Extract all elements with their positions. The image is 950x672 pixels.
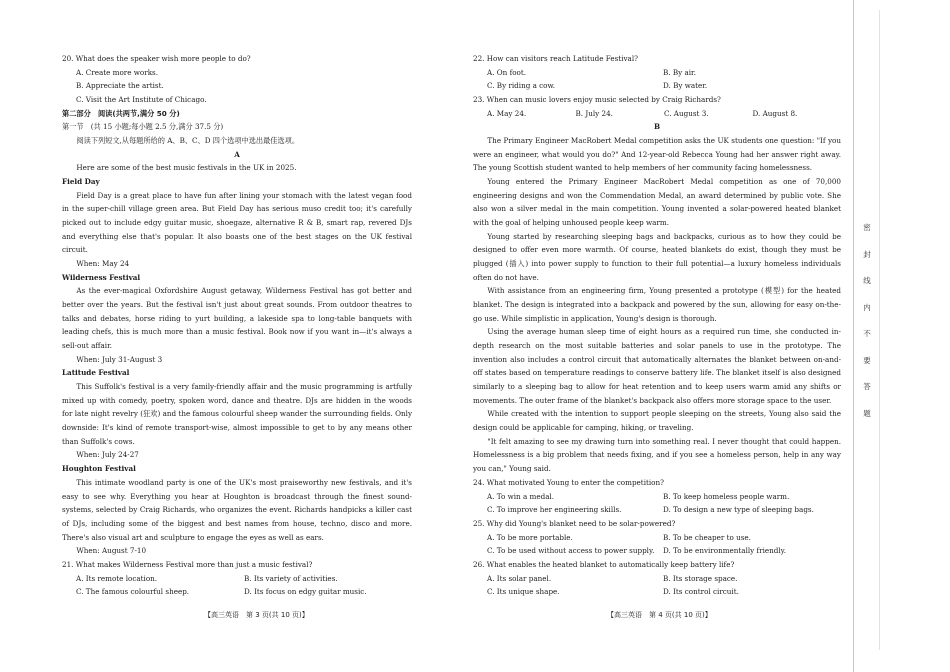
option: A. To be more portable.: [487, 532, 573, 542]
festival-date: When: August 7-10: [76, 546, 147, 556]
question-stem: 21. What makes Wilderness Festival more than just a music festival?: [62, 559, 313, 569]
page-3-column: [62, 52, 412, 599]
passage-paragraph: The Primary Engineer MacRobert Medal competition asks the UK students one question: "If you were an engineer, what would you do?" And 12-year-old Rebecca Young had her answer right away. The young Scottish student wanted to help members of her community facing homelessness.: [473, 136, 841, 173]
passage-label: A: [234, 149, 240, 159]
seal-char: 封: [863, 249, 871, 259]
option: D. To design a new type of sleeping bags.: [663, 505, 814, 515]
option: B. Its storage space.: [663, 573, 738, 583]
option: D. To be environmentally friendly.: [663, 546, 787, 556]
seal-line-notice: [858, 222, 876, 434]
option: A. May 24.: [487, 108, 527, 118]
option: C. To be used without access to power supply.: [487, 546, 655, 556]
option: D. August 8.: [752, 108, 798, 118]
option: A. Its solar panel.: [487, 573, 552, 583]
festival-text: This Suffolk's festival is a very family-friendly affair and the music programming is artfully mixed up with comedy, poetry, spoken word, dance and theatre. DJs are hidden in the woods for late night revelry (狂欢) and the famous colourful sheep wander the surrounding fields. Only downside: It's kind of remote transport-wise, almost impossible to get to by any means other than Suffolk's cows.: [62, 382, 412, 446]
option: C. To improve her engineering skills.: [487, 505, 622, 515]
option: C. The famous colourful sheep.: [76, 587, 190, 597]
option-row: [473, 544, 841, 558]
instruction: 阅读下列短文,从每题所给的 A、B、C、D 四个选项中选出最佳选项。: [76, 136, 300, 146]
option-row: [62, 572, 412, 586]
question-stem: 25. Why did Young's blanket need to be solar-powered?: [473, 518, 676, 528]
option: B. To keep homeless people warm.: [663, 491, 790, 501]
option: A. To win a medal.: [487, 491, 555, 501]
option: B. By air.: [663, 67, 696, 77]
seal-char: 内: [863, 302, 871, 312]
festival-heading: Latitude Festival: [62, 368, 130, 378]
option-row: [473, 585, 841, 599]
page-footer-3: 【高三英语 第 3 页(共 10 页)】: [204, 611, 309, 619]
option: C. Its unique shape.: [487, 587, 560, 597]
option: D. Its focus on edgy guitar music.: [244, 587, 367, 597]
question-22: [473, 52, 841, 93]
passage-paragraph: With assistance from an engineering firm, Young presented a prototype (模型) for the heated blanket. The design is integrated into a backpack and powered by the sun, allowing for easy on-the-go use. While simplistic in application, Young's design is thorough.: [473, 286, 841, 323]
option-row: [473, 490, 841, 504]
festival-heading: Field Day: [62, 177, 100, 187]
option-row: [473, 572, 841, 586]
option: D. Its control circuit.: [663, 587, 739, 597]
question-stem: 24. What motivated Young to enter the competition?: [473, 477, 664, 487]
festival-date: When: July 24-27: [76, 450, 139, 460]
passage-intro: Here are some of the best music festivals in the UK in 2025.: [76, 163, 297, 173]
festival-text: Field Day is a great place to have fun after lining your stomach with the latest vegan food in the super-chill village green area. But Field Day has serious muso credit too; it's carefully picked out to include edgy guitar music, shoegaze, alternative R & B, smart rap, revered DJs and everything else that's popular. It also boasts one of the best stages on the UK festival circuit.: [62, 190, 412, 255]
option: B. To be cheaper to use.: [663, 532, 751, 542]
festival-date: When: July 31-August 3: [76, 354, 163, 364]
question-stem: 20. What does the speaker wish more people to do?: [62, 54, 251, 63]
option-row: [62, 585, 412, 599]
festival-heading: Wilderness Festival: [62, 272, 141, 282]
festival-text: This intimate woodland party is one of the UK's most praiseworthy new festivals, and it's easy to see why. Everything you hear at Houghton is broadcast through the finest sound-systems, selected by Craig Richards, who organizes the event. Richards handpicks a killer cast of DJs, including some of the biggest and best names from house, techno, disco and more. There's also visual art and sculpture to engage the eyes as well as ears.: [62, 477, 412, 542]
seal-char: 密: [863, 223, 871, 232]
part-title: 第二部分 阅读(共两节,满分 50 分): [62, 108, 180, 118]
option-row: [473, 503, 841, 517]
section-title: 第一节 (共 15 小题;每小题 2.5 分,满分 37.5 分): [62, 122, 224, 132]
passage-paragraph: "It felt amazing to see my drawing turn into something real. I never thought that could happen. Homelessness is a big problem that needs fixing, and if you see a homeless person, help in any way you can," Young said.: [473, 436, 841, 474]
festival-heading: Houghton Festival: [62, 464, 136, 474]
page-footer-4: 【高三英语 第 4 页(共 10 页)】: [607, 611, 712, 619]
seal-char: 线: [863, 276, 871, 285]
option-row: [473, 66, 841, 80]
seal-char: 答: [863, 382, 871, 391]
option: B. Appreciate the artist.: [76, 81, 164, 91]
option: B. Its variety of activities.: [244, 573, 338, 583]
passage-label: B: [653, 122, 661, 132]
question-24: [473, 476, 841, 517]
option: A. Its remote location.: [76, 573, 158, 583]
festival-text: As the ever-magical Oxfordshire August getaway, Wilderness Festival has got better and better over the years. But the festival isn't just about great sounds. From outdoor theatres to talks and debates, horse riding to yurt building, a lakeside spa to long-table banquets with leading chefs, this is much more than a music festival. Book now if you want in—it's always a sell-out affair.: [62, 286, 412, 351]
binding-margin-line: [853, 0, 854, 672]
option: C. August 3.: [664, 108, 709, 118]
option: A. On foot.: [487, 67, 527, 77]
option-row: [473, 79, 841, 93]
question-stem: 23. When can music lovers enjoy music selected by Craig Richards?: [473, 95, 721, 105]
option: C. By riding a cow.: [487, 81, 556, 91]
option: C. Visit the Art Institute of Chicago.: [76, 95, 207, 105]
binding-margin-line-inner: [879, 10, 880, 650]
option-row: [473, 531, 841, 545]
option-row: [473, 107, 841, 121]
passage-paragraph: While created with the intention to support people sleeping on the streets, Young also said the design could be applicable for camping, hiking, or traveling.: [473, 409, 841, 433]
seal-char: 要: [863, 355, 871, 365]
question-20: [62, 52, 412, 107]
seal-char: 不: [863, 329, 871, 338]
passage-paragraph: Using the average human sleep time of eight hours as a required run time, she conducted in-depth research on the most suitable batteries and solar panels to use in the prototype. The invention also includes a control circuit that automatically alternates the blanket between on-and-off states based on temperature readings to conserve battery life. The blanket itself is also designed similarly to a sleeping bag to allow for heat retention and to keep users warm amid any shifts or movements. The outer frame of the blanket's backpack also offers more storage space to the user.: [473, 327, 841, 405]
passage-paragraph: Young started by researching sleeping bags and backpacks, curious as to how they could be designed to offer even more warmth. Of course, heated blankets do exist, though they must be plugged (插入) into power supply to function to their full potential—a luxury homeless individuals often do not have.: [473, 231, 841, 282]
question-25: [473, 517, 841, 558]
question-26: [473, 558, 841, 599]
passage-paragraph: Young entered the Primary Engineer MacRobert Medal competition as one of 70,000 engineering designs and won the Commendation Medal, an award determined by public vote. She also won a silver medal in the main competition. Young invented a solar-powered heated blanket with the goal of helping unhoused people keep warm.: [473, 177, 841, 228]
seal-char: 题: [863, 408, 871, 418]
option: A. Create more works.: [76, 67, 159, 77]
question-23: [473, 93, 841, 120]
question-21: [62, 558, 412, 599]
option: B. July 24.: [575, 108, 613, 118]
question-stem: 22. How can visitors reach Latitude Festival?: [473, 54, 638, 63]
option: D. By water.: [663, 81, 708, 91]
festival-date: When: May 24: [76, 259, 130, 269]
page-4-column: [473, 52, 841, 599]
question-stem: 26. What enables the heated blanket to automatically keep battery life?: [473, 559, 735, 569]
